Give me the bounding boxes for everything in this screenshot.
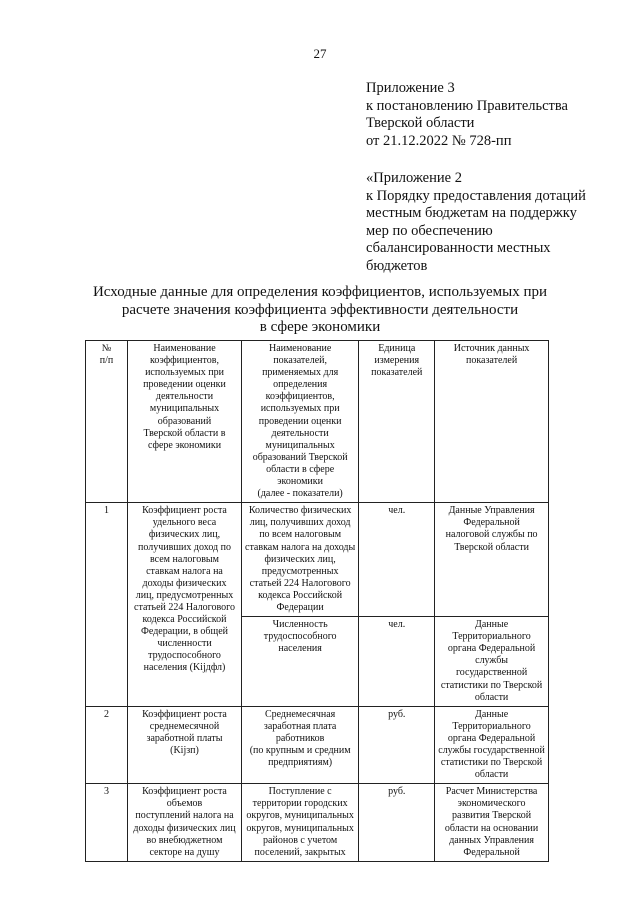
cell-text: измерения bbox=[374, 355, 420, 367]
cell-text: п/п bbox=[99, 355, 114, 367]
cell-text: государственной bbox=[455, 667, 528, 679]
cell-text: 2 bbox=[104, 708, 109, 720]
cell-text: кодекса Российской bbox=[142, 614, 227, 626]
cell-text: физических лиц, bbox=[264, 553, 336, 565]
appendix-line: от 21.12.2022 № 728-пп bbox=[366, 132, 512, 149]
cell-text: Данные Управления bbox=[448, 505, 535, 517]
cell-text: используемых при bbox=[145, 367, 224, 379]
indicator-name bbox=[242, 503, 359, 617]
data-source bbox=[435, 617, 549, 707]
cell-text: образований bbox=[157, 415, 212, 427]
cell-text: территории городских bbox=[252, 798, 348, 810]
cell-text: области bbox=[474, 691, 509, 703]
cell-text: Количество физических bbox=[248, 505, 352, 517]
cell-text: Коэффициент роста bbox=[142, 505, 227, 517]
cell-text: муниципальных bbox=[149, 403, 220, 415]
cell-text: проведении оценки bbox=[143, 379, 226, 391]
cell-text: секторе на душу bbox=[149, 846, 220, 858]
cell-text: органа Федеральной bbox=[447, 643, 536, 655]
cell-text: используемых при bbox=[260, 403, 340, 415]
cell-text: (Kijзп) bbox=[170, 745, 199, 756]
cell-text: Наименование bbox=[153, 343, 216, 354]
cell-text: Федеральной bbox=[463, 517, 520, 529]
cell-text: показателей bbox=[465, 355, 518, 367]
cell-text: Коэффициент роста bbox=[142, 708, 227, 720]
cell-text: статистики по Тверской bbox=[440, 757, 543, 769]
cell-text: Федерации, в общей bbox=[140, 626, 229, 638]
cell-text: 1 bbox=[104, 505, 109, 517]
table-header-row bbox=[86, 341, 549, 503]
header-unit bbox=[359, 341, 435, 503]
cell-text: населения bbox=[278, 643, 322, 655]
cell-text: области bbox=[474, 769, 509, 781]
cell-text: получивших доход по bbox=[138, 541, 231, 553]
title-line: расчете значения коэффициента эффективности деятельности bbox=[121, 301, 519, 318]
cell-text: заработная плата bbox=[263, 720, 337, 732]
cell-text: всем налоговым bbox=[150, 553, 219, 565]
cell-text: Территориального bbox=[452, 720, 531, 732]
cell-text: Территориального bbox=[452, 631, 531, 643]
document-title bbox=[80, 284, 560, 337]
cell-text: предусмотренных bbox=[261, 565, 339, 577]
appendix-line: мер по обеспечению bbox=[366, 222, 493, 239]
cell-text: коэффициентов, bbox=[150, 355, 219, 367]
unit bbox=[359, 706, 435, 784]
cell-text: развития Тверской bbox=[452, 810, 532, 822]
cell-text: Среднемесячная bbox=[264, 708, 336, 720]
coefficient-name bbox=[128, 784, 242, 862]
cell-text: Данные bbox=[475, 619, 509, 631]
cell-text: районов с учетом bbox=[263, 834, 338, 846]
cell-text: физических лиц, bbox=[148, 529, 221, 541]
cell-text: лиц, предусмотренных bbox=[135, 589, 234, 601]
cell-text: (по крупным и средним bbox=[249, 745, 351, 756]
row-number bbox=[86, 706, 128, 784]
cell-text: образований Тверской bbox=[252, 451, 348, 463]
cell-text: населения (Kijдфл) bbox=[143, 662, 226, 674]
cell-text: лиц, получивших доход bbox=[249, 517, 351, 529]
cell-text: Источник данных bbox=[453, 343, 530, 354]
appendix-line: Приложение 3 bbox=[366, 80, 455, 96]
cell-text: деятельности bbox=[155, 391, 214, 403]
appendix-line: бюджетов bbox=[366, 257, 428, 274]
row-number bbox=[86, 784, 128, 862]
cell-text: Коэффициент роста bbox=[142, 786, 227, 798]
cell-text: области на основании bbox=[444, 822, 539, 834]
cell-text: деятельности bbox=[271, 427, 329, 439]
cell-text: трудоспособного bbox=[263, 631, 337, 643]
cell-text: показателей, bbox=[273, 355, 327, 367]
table-row bbox=[86, 706, 549, 784]
unit bbox=[359, 617, 435, 707]
title-line: Исходные данные для определения коэффициентов, используемых при bbox=[92, 284, 548, 300]
cell-text: № bbox=[101, 343, 112, 354]
coefficient-name bbox=[128, 503, 242, 707]
cell-text: данных Управления bbox=[449, 834, 534, 846]
cell-text: кодекса Российской bbox=[258, 589, 343, 601]
appendix-line: к Порядку предоставления дотаций bbox=[366, 187, 586, 204]
cell-text: ставкам налога на доходы bbox=[245, 541, 356, 553]
cell-text: доходы физических bbox=[142, 577, 227, 589]
cell-text: ставкам налога на bbox=[146, 565, 223, 577]
unit bbox=[359, 503, 435, 617]
cell-text: заработной платы bbox=[146, 732, 223, 744]
table-row bbox=[86, 503, 549, 617]
cell-text: налоговой службы по bbox=[445, 529, 538, 541]
appendix-line: «Приложение 2 bbox=[366, 170, 462, 186]
table-row bbox=[86, 784, 549, 862]
row-number bbox=[86, 503, 128, 707]
cell-text: Федеральной bbox=[463, 846, 520, 858]
cell-text: 3 bbox=[104, 786, 109, 798]
indicator-name bbox=[242, 706, 359, 784]
cell-text: коэффициентов, bbox=[265, 391, 335, 403]
cell-text: работников bbox=[275, 732, 325, 744]
indicator-name bbox=[242, 617, 359, 707]
cell-text: службы bbox=[475, 655, 509, 667]
cell-text: чел. bbox=[388, 505, 406, 517]
cell-text: статьей 224 Налогового bbox=[249, 577, 351, 589]
cell-text: экономического bbox=[457, 798, 526, 810]
data-source bbox=[435, 784, 549, 862]
cell-text: области в сфере bbox=[266, 463, 335, 475]
indicator-name bbox=[242, 784, 359, 862]
cell-text: Численность bbox=[272, 619, 328, 631]
cell-text: руб. bbox=[388, 708, 406, 720]
header-indicator bbox=[242, 341, 359, 503]
header-source bbox=[435, 341, 549, 503]
appendix-line: Тверской области bbox=[366, 115, 475, 131]
cell-text: Данные bbox=[475, 708, 509, 720]
appendix-2-header bbox=[366, 170, 586, 275]
cell-text: определения bbox=[273, 379, 328, 391]
cell-text: статистики по Тверской bbox=[440, 679, 543, 691]
cell-text: органа Федеральной bbox=[447, 732, 536, 744]
cell-text: проведении оценки bbox=[258, 415, 342, 427]
cell-text: во внебюджетном bbox=[146, 834, 223, 846]
cell-text: показателей bbox=[371, 367, 423, 379]
coefficient-name bbox=[128, 706, 242, 784]
cell-text: округов, муниципальных bbox=[246, 822, 354, 834]
cell-text: Расчет Министерства bbox=[445, 786, 538, 798]
cell-text: удельного веса bbox=[152, 517, 217, 529]
cell-text: объемов bbox=[166, 798, 203, 810]
data-source bbox=[435, 503, 549, 617]
unit bbox=[359, 784, 435, 862]
cell-text: статьей 224 Налогового bbox=[134, 601, 235, 613]
page-number: 27 bbox=[313, 46, 327, 61]
cell-text: чел. bbox=[388, 619, 406, 631]
cell-text: руб. bbox=[388, 786, 406, 798]
cell-text: Единица bbox=[378, 343, 416, 354]
appendix-3-header bbox=[366, 80, 568, 150]
cell-text: Федерации bbox=[276, 601, 324, 613]
cell-text: поступлений налога на bbox=[135, 810, 234, 822]
cell-text: Тверской области bbox=[454, 541, 529, 553]
cell-text: численности bbox=[157, 638, 212, 650]
cell-text: применяемых для bbox=[262, 367, 339, 379]
appendix-line: к постановлению Правительства bbox=[366, 97, 568, 114]
cell-text: предприятиям) bbox=[268, 757, 333, 769]
cell-text: поселений, закрытых bbox=[254, 846, 346, 858]
cell-text: Наименование bbox=[268, 343, 332, 354]
appendix-line: местным бюджетам на поддержку bbox=[366, 205, 577, 221]
appendix-line: сбалансированности местных bbox=[366, 240, 551, 256]
cell-text: доходы физических лиц bbox=[133, 822, 236, 834]
cell-text: муниципальных bbox=[265, 439, 335, 451]
data-source bbox=[435, 706, 549, 784]
cell-text: экономики bbox=[277, 476, 323, 488]
cell-text: трудоспособного bbox=[148, 650, 221, 662]
title-line: в сфере экономики bbox=[259, 319, 381, 335]
cell-text: Тверской области в bbox=[143, 427, 226, 439]
cell-text: по всем налоговым bbox=[259, 529, 342, 541]
cell-text: (далее - показатели) bbox=[257, 488, 343, 500]
cell-text: среднемесячной bbox=[149, 720, 220, 732]
cell-text: Поступление с bbox=[268, 786, 332, 798]
header-number bbox=[86, 341, 128, 503]
header-coefficient bbox=[128, 341, 242, 503]
cell-text: службы государственной bbox=[438, 745, 545, 756]
cell-text: округов, муниципальных bbox=[246, 810, 354, 822]
cell-text: сфере экономики bbox=[147, 439, 222, 451]
coefficients-table bbox=[85, 340, 549, 862]
